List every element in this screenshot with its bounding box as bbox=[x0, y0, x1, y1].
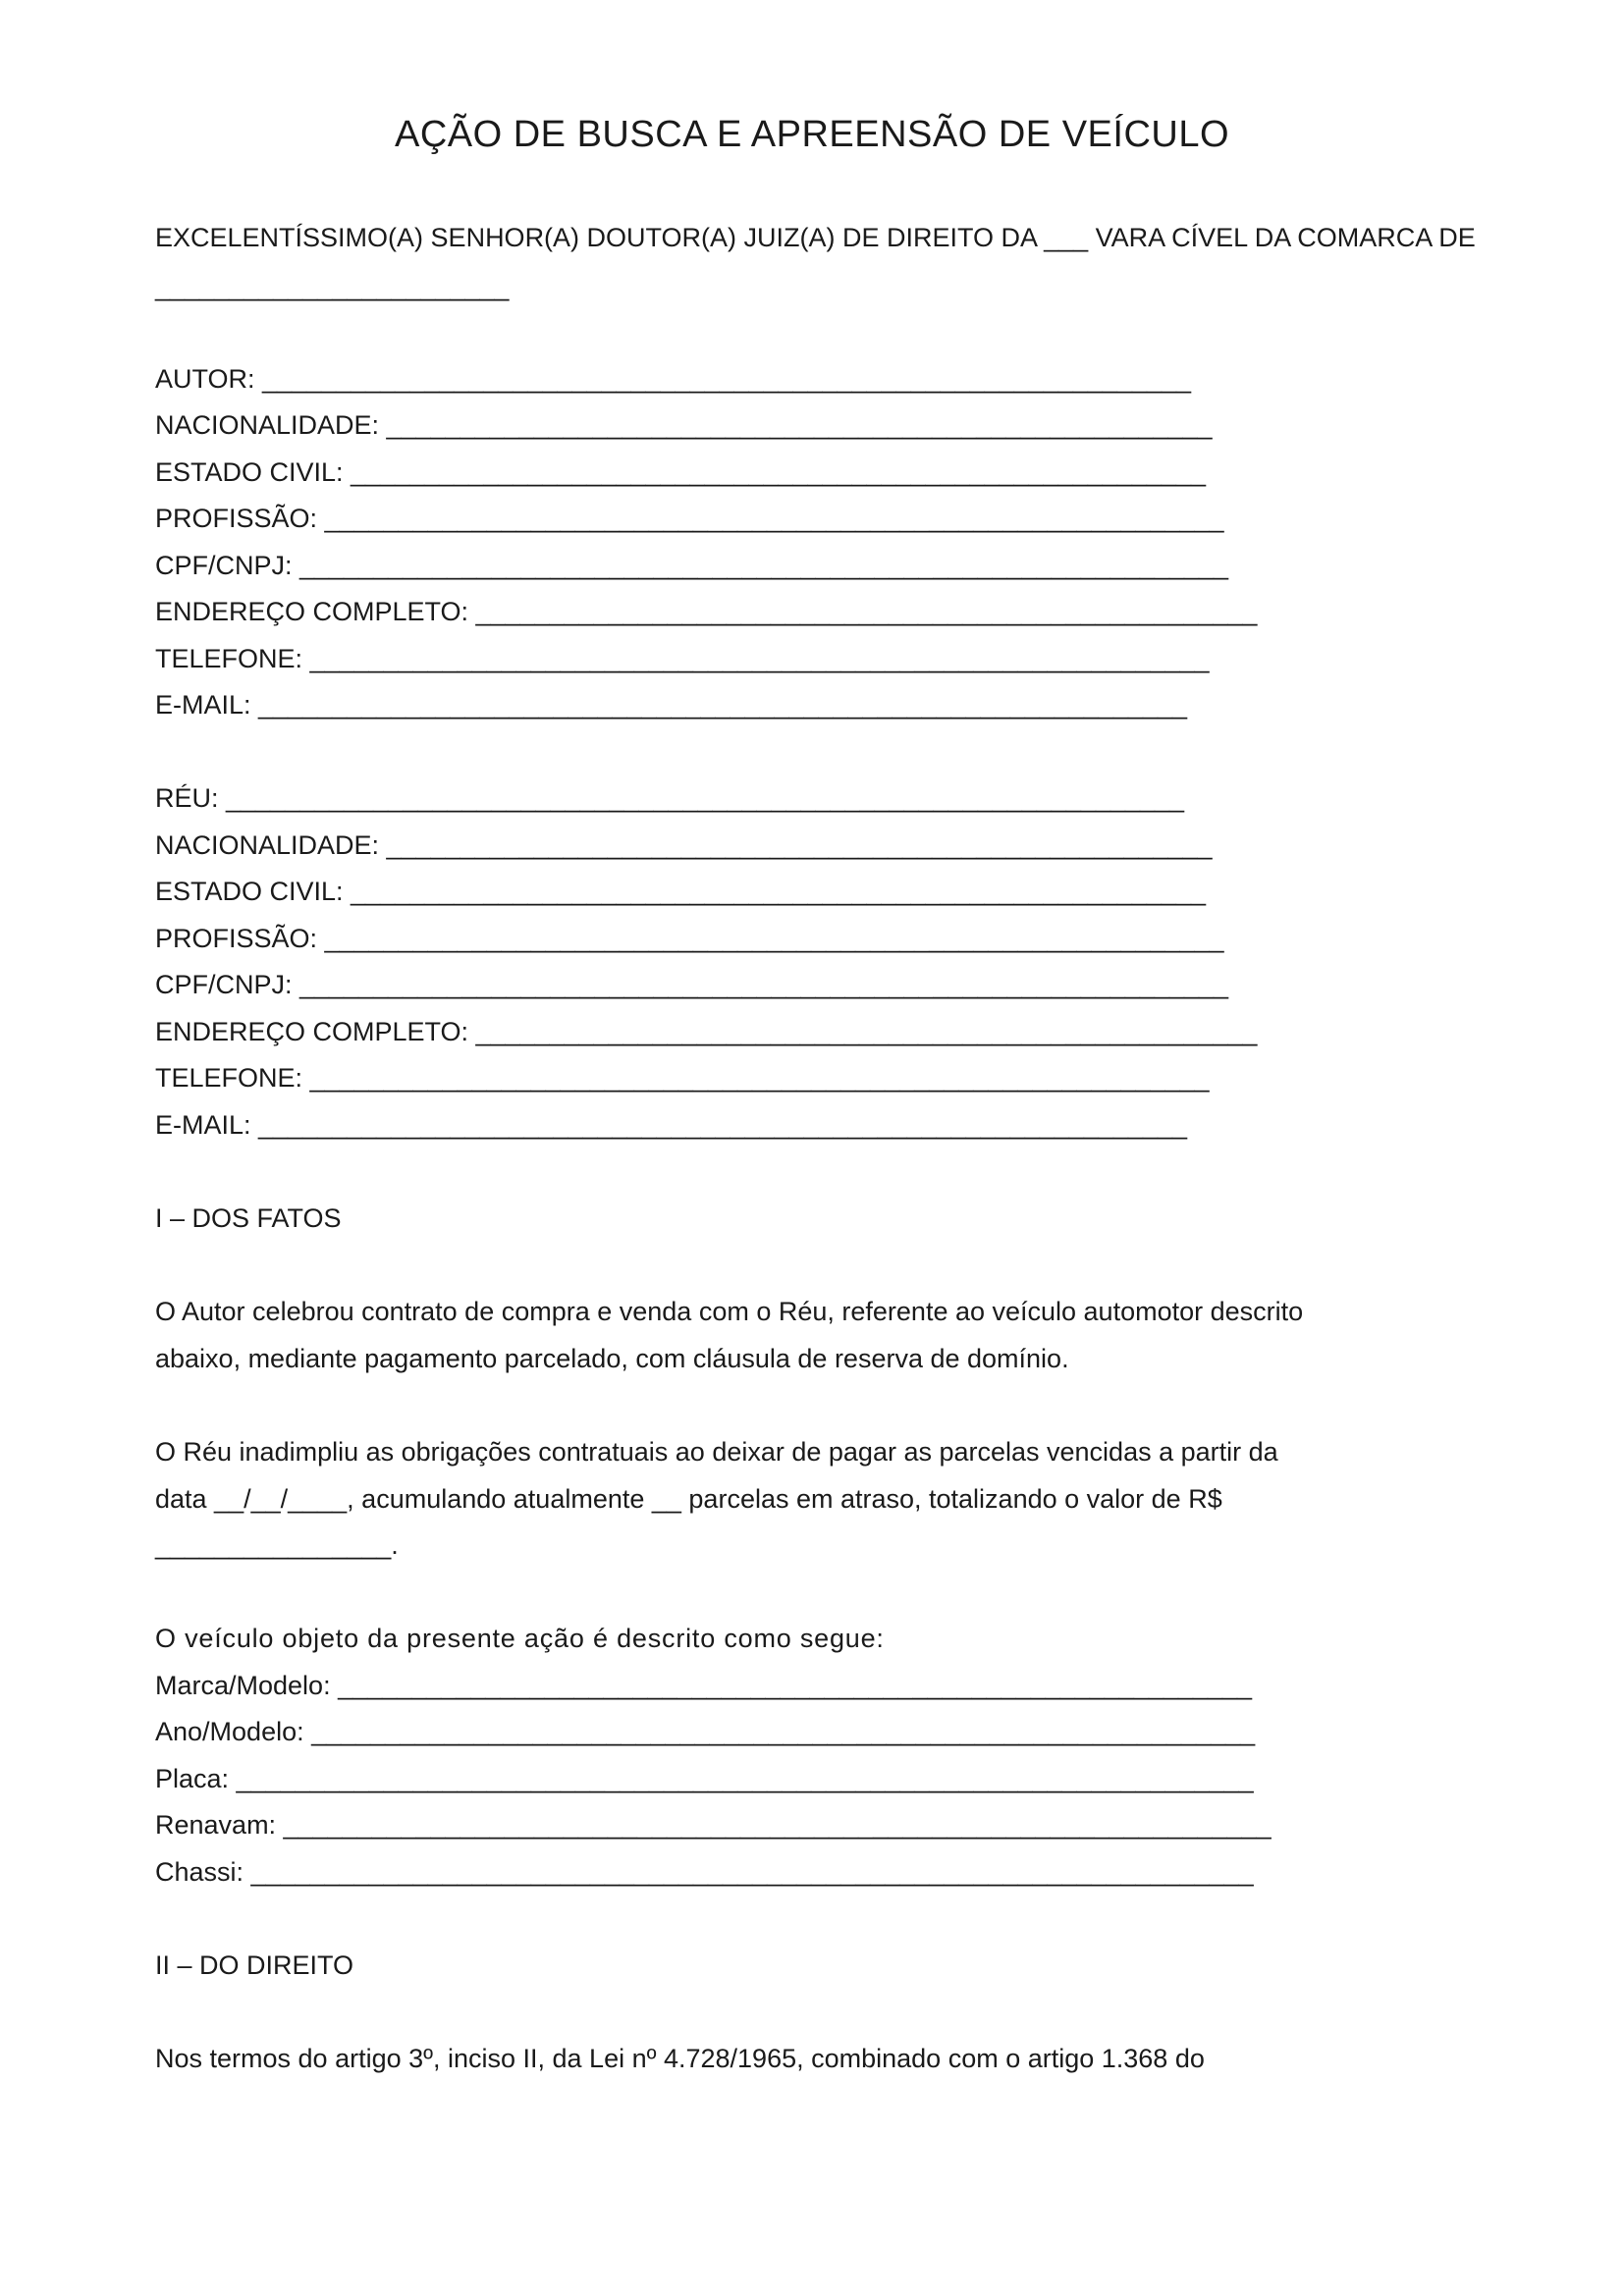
ano-modelo-field: Ano/Modelo: ________________________________________________________________ bbox=[155, 1717, 1256, 1746]
autor-email-field: E-MAIL: _______________________________________________________________ bbox=[155, 690, 1188, 720]
fatos-paragraph-2-line-2: data __/__/____, acumulando atualmente __ parcelas em atraso, totalizando o valor de R$ bbox=[155, 1484, 1222, 1514]
addressee-line-2: ________________________ bbox=[155, 272, 510, 301]
addressee-line-1: EXCELENTÍSSIMO(A) SENHOR(A) DOUTOR(A) JUIZ(A) DE DIREITO DA ___ VARA CÍVEL DA COMARCA DE bbox=[155, 223, 1476, 252]
autor-profissao-field: PROFISSÃO: _____________________________________________________________ bbox=[155, 504, 1224, 533]
autor-estado-civil-field: ESTADO CIVIL: __________________________________________________________ bbox=[155, 457, 1206, 487]
section-heading-fatos: I – DOS FATOS bbox=[155, 1203, 342, 1233]
reu-nacionalidade-field: NACIONALIDADE: ________________________________________________________ bbox=[155, 830, 1213, 860]
reu-endereco-field: ENDEREÇO COMPLETO: _____________________________________________________ bbox=[155, 1017, 1258, 1046]
autor-endereco-field: ENDEREÇO COMPLETO: _____________________________________________________ bbox=[155, 597, 1258, 626]
reu-email-field: E-MAIL: _______________________________________________________________ bbox=[155, 1110, 1188, 1140]
chassi-field: Chassi: ____________________________________________________________________ bbox=[155, 1857, 1254, 1887]
marca-modelo-field: Marca/Modelo: ______________________________________________________________ bbox=[155, 1671, 1253, 1700]
document-title: AÇÃO DE BUSCA E APREENSÃO DE VEÍCULO bbox=[394, 114, 1230, 155]
fatos-paragraph-1-line-1: O Autor celebrou contrato de compra e venda com o Réu, referente ao veículo automotor descrito bbox=[155, 1297, 1304, 1326]
fatos-paragraph-1-line-2: abaixo, mediante pagamento parcelado, com cláusula de reserva de domínio. bbox=[155, 1344, 1069, 1373]
renavam-field: Renavam: ___________________________________________________________________ bbox=[155, 1810, 1272, 1840]
reu-telefone-field: TELEFONE: _____________________________________________________________ bbox=[155, 1063, 1210, 1093]
reu-profissao-field: PROFISSÃO: _____________________________________________________________ bbox=[155, 924, 1224, 953]
section-heading-direito: II – DO DIREITO bbox=[155, 1950, 354, 1980]
reu-cpf-cnpj-field: CPF/CNPJ: _______________________________________________________________ bbox=[155, 970, 1229, 999]
reu-field: RÉU: _________________________________________________________________ bbox=[155, 783, 1185, 813]
placa-field: Placa: _____________________________________________________________________ bbox=[155, 1764, 1254, 1793]
autor-telefone-field: TELEFONE: _____________________________________________________________ bbox=[155, 644, 1210, 673]
reu-estado-civil-field: ESTADO CIVIL: __________________________________________________________ bbox=[155, 877, 1206, 906]
direito-paragraph-1-line-1: Nos termos do artigo 3º, inciso II, da Lei nº 4.728/1965, combinado com o artigo 1.368 do bbox=[155, 2044, 1205, 2073]
autor-cpf-cnpj-field: CPF/CNPJ: _______________________________________________________________ bbox=[155, 551, 1229, 580]
fatos-paragraph-2-line-3: ________________. bbox=[155, 1530, 399, 1560]
veiculo-intro: O veículo objeto da presente ação é descrito como segue: bbox=[155, 1624, 885, 1653]
autor-field: AUTOR: _______________________________________________________________ bbox=[155, 364, 1192, 394]
fatos-paragraph-2-line-1: O Réu inadimpliu as obrigações contratuais ao deixar de pagar as parcelas vencidas a partir da bbox=[155, 1437, 1278, 1467]
autor-nacionalidade-field: NACIONALIDADE: ________________________________________________________ bbox=[155, 410, 1213, 440]
